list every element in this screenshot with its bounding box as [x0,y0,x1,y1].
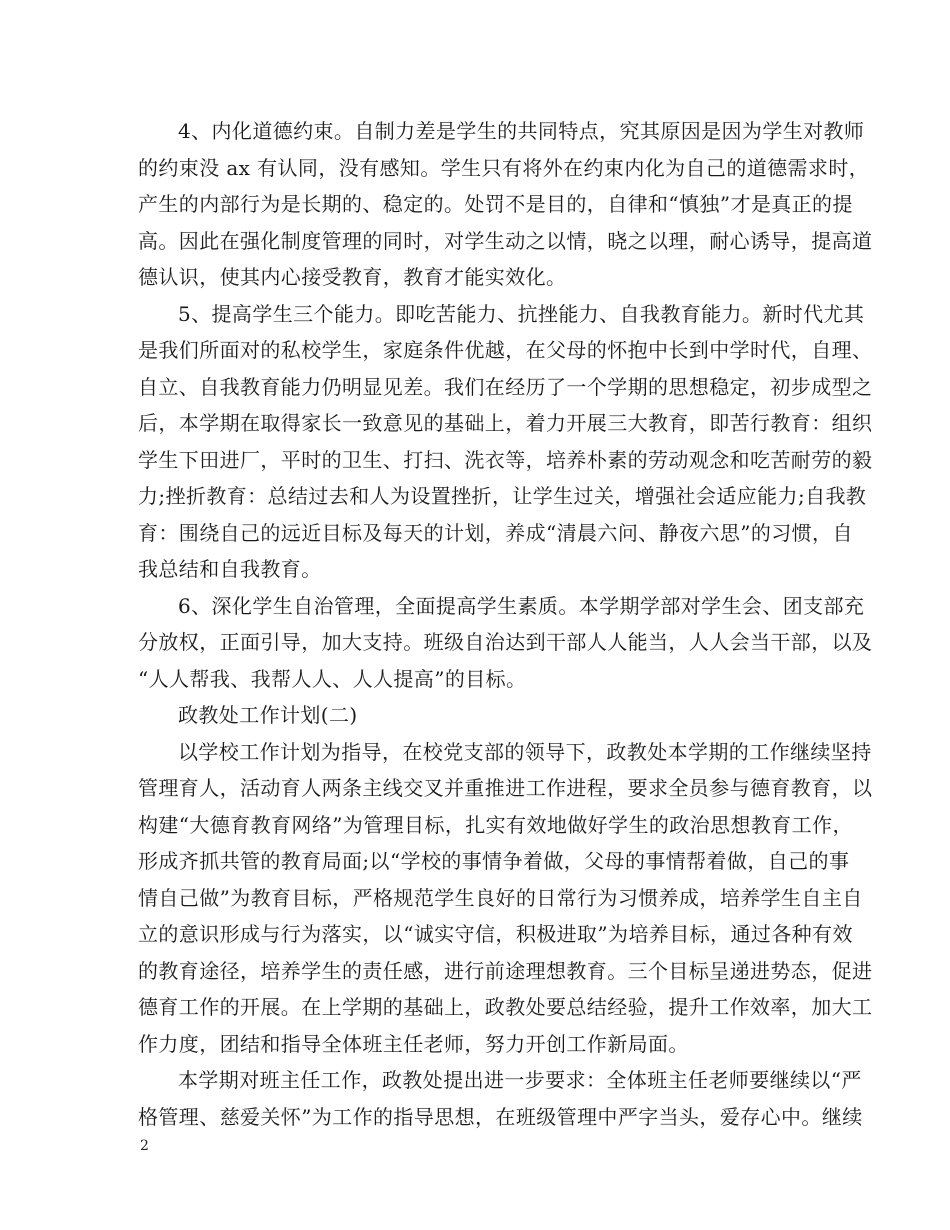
paragraph-4-line-2: 的约束没 ax 有认同，没有感知。学生只有将外在约束内化为自己的道德需求时， [138,155,870,180]
paragraph-7-line-5: 情自己做”为教育目标，严格规范学生良好的日常行为习惯养成，培养学生自主自 [138,885,863,910]
paragraph-5-line-8: 我总结和自我教育。 [138,557,322,581]
document-body [138,113,873,1135]
paragraph-4-line-1: 4、内化道德约束。自制力差是学生的共同特点，究其原因是因为学生对教师 [178,119,865,143]
paragraph-7-line-7: 的教育途径，培养学生的责任感，进行前途理想教育。三个目标呈递进势态，促进 [138,958,873,983]
paragraph-8-line-1: 本学期对班主任工作，政教处提出进一步要求：全体班主任老师要继续以“严 [178,1068,862,1092]
paragraph-5-line-3: 自立、自我教育能力仍明显见差。我们在经历了一个学期的思想稳定，初步成型之 [138,374,873,399]
paragraph-6-line-1: 6、深化学生自治管理，全面提高学生素质。本学期学部对学生会、团支部充 [178,593,865,618]
paragraph-5-line-2: 是我们所面对的私校学生，家庭条件优越，在父母的怀抱中长到中学时代，自理、 [138,338,873,362]
paragraph-7-line-2: 管理育人，活动育人两条主线交叉并重推进工作进程，要求全员参与德育教育，以 [138,776,873,800]
paragraph-7-line-3: 构建“大德育教育网络”为管理目标，扎实有效地做好学生的政治思想教育工作， [138,812,853,837]
paragraph-5-line-6: 力;挫折教育：总结过去和人为设置挫折，让学生过关，增强社会适应能力;自我教 [138,484,867,508]
paragraph-5-line-1: 5、提高学生三个能力。即吃苦能力、抗挫能力、自我教育能力。新时代尤其 [178,301,865,326]
page-number: 2 [140,1138,149,1154]
paragraph-6-line-3: “人人帮我、我帮人人、人人提高”的目标。 [138,666,527,691]
paragraph-7-line-4: 形成齐抓共管的教育局面;以“学校的事情争着做，父母的事情帮着做，自己的事 [138,849,850,873]
paragraph-7-line-8: 德育工作的开展。在上学期的基础上，政教处要总结经验，提升工作效率，加大工 [138,995,873,1019]
paragraph-4-line-5: 德认识，使其内心接受教育，教育才能实效化。 [138,265,567,289]
paragraph-5-line-5: 学生下田进厂，平时的卫生、打扫、洗衣等，培养朴素的劳动观念和吃苦耐劳的毅 [138,447,873,472]
section-heading: 政教处工作计划(二) [178,703,358,727]
paragraph-5-line-4: 后，本学期在取得家长一致意见的基础上，着力开展三大教育，即苦行教育：组织 [138,411,873,435]
paragraph-7-line-6: 立的意识形成与行为落实，以“诚实守信，积极进取”为培养目标，通过各种有效 [138,922,853,946]
paragraph-4-line-3: 产生的内部行为是长期的、稳定的。处罚不是目的，自律和“慎独”才是真正的提 [138,192,853,216]
paragraph-7-line-1: 以学校工作计划为指导，在校党支部的领导下，政教处本学期的工作继续坚持 [178,739,872,764]
paragraph-6-line-2: 分放权，正面引导，加大支持。班级自治达到干部人人能当，人人会当干部，以及 [138,630,873,654]
paragraph-8-line-2: 格管理、慈爱关怀”为工作的指导思想，在班级管理中严字当头，爱存心中。继续 [138,1104,863,1129]
paragraph-4-line-4: 高。因此在强化制度管理的同时，对学生动之以情，晓之以理，耐心诱导，提高道 [138,228,873,253]
paragraph-7-line-9: 作力度，团结和指导全体班主任老师，努力开创工作新局面。 [138,1031,689,1056]
paragraph-5-line-7: 育：围绕自己的远近目标及每天的计划，养成“清晨六问、静夜六思”的习惯，自 [138,520,853,545]
